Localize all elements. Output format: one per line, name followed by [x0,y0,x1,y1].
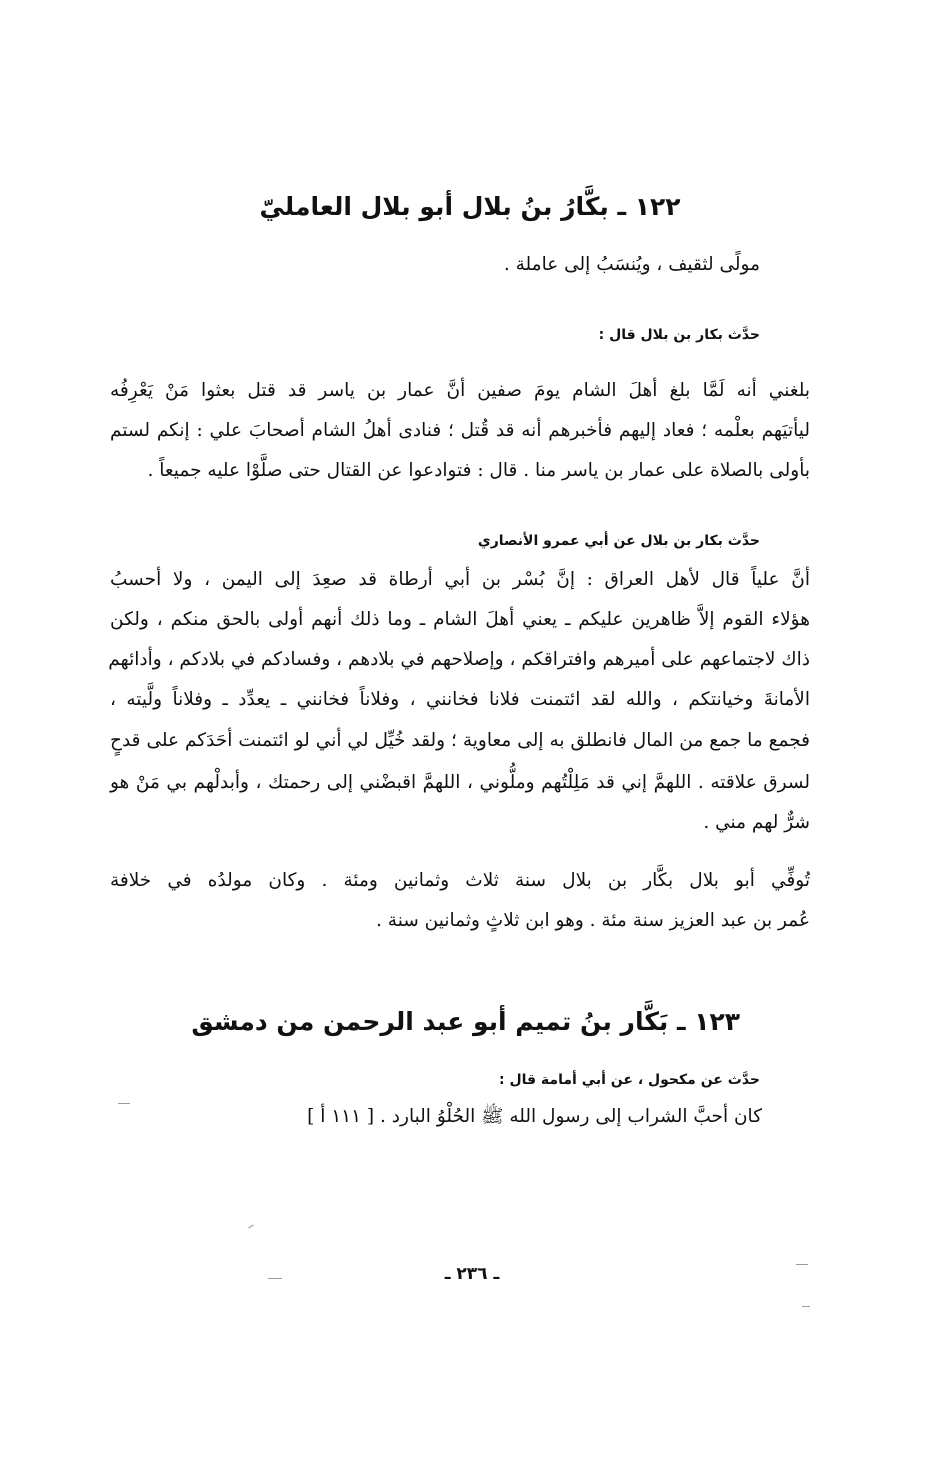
entry-122-isnad-2: حدَّث بكار بن بلال عن أبي عمرو الأنصاري [477,533,760,549]
entry-122-isnad-1: حدَّث بكار بن بلال قال : [598,327,760,343]
paragraph-1-line: بلغني أنه لَمَّا بلغ أهلَ الشام يومَ صفين أنَّ عمار بن ياسر قد قتل بعثوا مَنْ يَعْرِفُه [110,380,810,401]
entry-123-isnad: حدَّث عن مكحول ، عن أبي أمامة قال : [499,1072,760,1088]
scan-speck [268,1278,282,1279]
entry-123-heading: ١٢٣ ـ بَكَّار بنُ تميم أبو عبد الرحمن من دمشق [191,1007,740,1036]
paragraph-2-last-line: شرٌّ لهم مني . [703,812,810,833]
paragraph-2-line: الأمانةَ وخيانتكم ، والله لقد ائتمنت فلانا فخانني ، وفلاناً فخانني ـ يعدِّد ـ وفلاناً ولَّيته ، [110,689,810,710]
page-number: ـ ٢٣٦ ـ [444,1264,500,1284]
paragraph-2-line: أنَّ علياً قال لأهل العراق : إنَّ بُسْر بن أبي أرطاة قد صعِدَ إلى اليمن ، ولا أحسبُ [110,569,810,590]
paragraph-3-line: تُوفِّي أبو بلال بكَّار بن بلال سنة ثلاث وثمانين ومئة . وكان مولدُه في خلافة [110,870,810,891]
paragraph-3-last-line: عُمر بن عبد العزيز سنة مئة . وهو ابن ثلاثٍ وثمانين سنة . [376,910,810,931]
scan-speck [248,1224,253,1228]
entry-122-heading: ١٢٢ ـ بكَّارُ بنُ بلال أبو بلال العامليّ [259,192,681,221]
paragraph-2-line: فجمع ما جمع من المال فانطلق به إلى معاوية ؛ ولقد خُيِّل لي أني لو ائتمنت أحَدَكم على قدحٍ [110,730,810,751]
entry-122-intro: مولًى لثقيف ، ويُنسَبُ إلى عاملة . [503,254,760,275]
scan-speck [796,1264,808,1265]
scan-speck [802,1306,810,1307]
entry-123-text: كان أحبَّ الشراب إلى رسول الله ﷺ الحُلْوُ البارد . [ ١١١ أ ] [307,1106,762,1127]
paragraph-1-line: ليأتيَهم بعلْمه ؛ فعاد إليهم فأخبرهم أنه قد قُتل ؛ فنادى أهلُ الشام أصحابَ علي : إنكم لستم [110,420,810,441]
paragraph-1-line: بأولى بالصلاة على عمار بن ياسر منا . قال : فتوادعوا عن القتال حتى صلَّوْا عليه جميعاً . [147,460,810,481]
paragraph-2-line: لسرق علاقته . اللهمَّ إني قد مَلِلْتُهم وملُّوني ، اللهمَّ اقبضْني إلى رحمتك ، وأبدلْهم بي مَنْ هو [110,772,810,793]
scan-speck [118,1103,130,1104]
paragraph-2-line: ذاك لاجتماعهم على أميرهم وافتراقكم ، وإصلاحهم في بلادهم ، وفسادكم في بلادكم ، وأدائهم [108,649,810,670]
paragraph-2-line: هؤلاء القوم إلاَّ ظاهرين عليكم ـ يعني أهلَ الشام ـ وما ذلك أنهم أولى بالحق منكم ، ولكن [110,609,810,630]
